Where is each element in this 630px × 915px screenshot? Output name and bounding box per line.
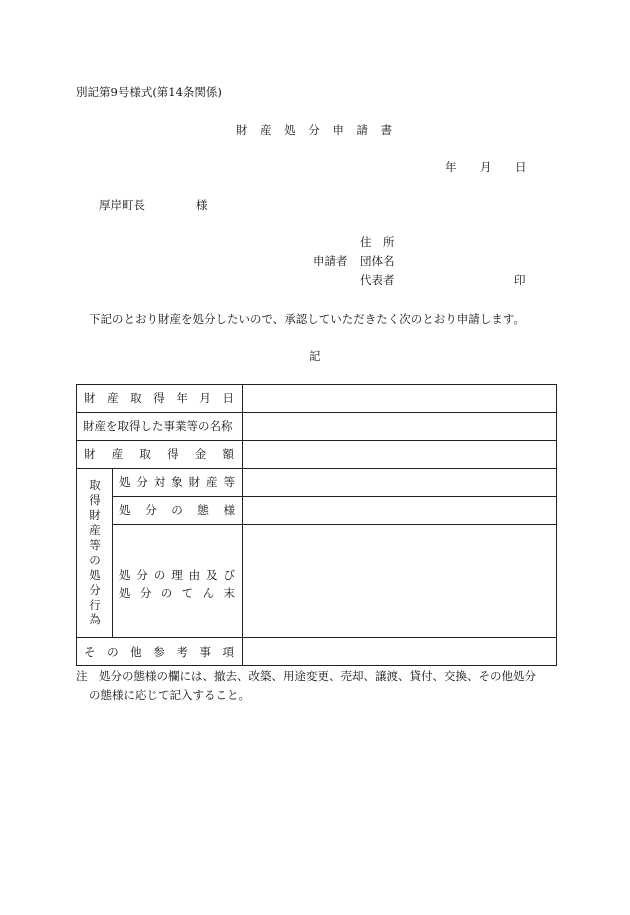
date-year: 年	[445, 160, 457, 174]
project-name-label: 財産を取得した事業等の名称	[83, 419, 233, 433]
disposal-target-value[interactable]	[243, 469, 556, 496]
disposal-outcome-label: 処 分 の て ん 末	[119, 586, 235, 600]
note-line-1: 注 処分の態様の欄には、撤去、改築、用途変更、売却、譲渡、貸付、交換、その他処分	[76, 669, 536, 683]
acquired-date-value[interactable]	[243, 385, 556, 412]
applicant-representative-label: 代表者	[360, 273, 395, 287]
disposal-target-label: 処 分 対 象 財 産 等	[119, 475, 235, 489]
applicant-label: 申請者	[313, 254, 348, 268]
disposal-reason-value[interactable]	[243, 525, 556, 637]
acquired-amount-value[interactable]	[243, 441, 556, 468]
disposal-mode-value[interactable]	[243, 497, 556, 524]
disposal-reason-label: 処 分 の 理 由 及 び	[119, 568, 235, 582]
project-name-value[interactable]	[243, 413, 556, 440]
note-line-2: の態様に応じて記入すること。	[89, 688, 250, 702]
other-reference-value[interactable]	[243, 638, 556, 665]
disposal-mode-label: 処 分 の 態 様	[119, 503, 235, 517]
applicant-address-label: 住 所	[360, 235, 395, 249]
addressee-suffix: 様	[196, 198, 208, 212]
disposal-group-label: 取 得 財 産 等 の 処 分 行 為	[89, 478, 101, 627]
acquired-amount-label: 財 産 取 得 金 額	[84, 447, 234, 461]
seal-mark: 印	[514, 273, 526, 287]
form-number: 別記第9号様式(第14条関係)	[76, 85, 222, 99]
date-day: 日	[515, 160, 527, 174]
date-month: 月	[480, 160, 492, 174]
ki-label: 記	[309, 349, 321, 363]
applicant-group-label: 団体名	[360, 254, 395, 268]
application-table	[76, 384, 557, 666]
document-title: 財 産 処 分 申 請 書	[236, 123, 392, 137]
acquired-date-label: 財 産 取 得 年 月 日	[84, 391, 234, 405]
body-text: 下記のとおり財産を処分したいので、承認していただきたく次のとおり申請します。	[89, 312, 525, 326]
other-reference-label: そ の 他 参 考 事 項	[84, 645, 234, 659]
addressee-name: 厚岸町長	[99, 198, 145, 212]
